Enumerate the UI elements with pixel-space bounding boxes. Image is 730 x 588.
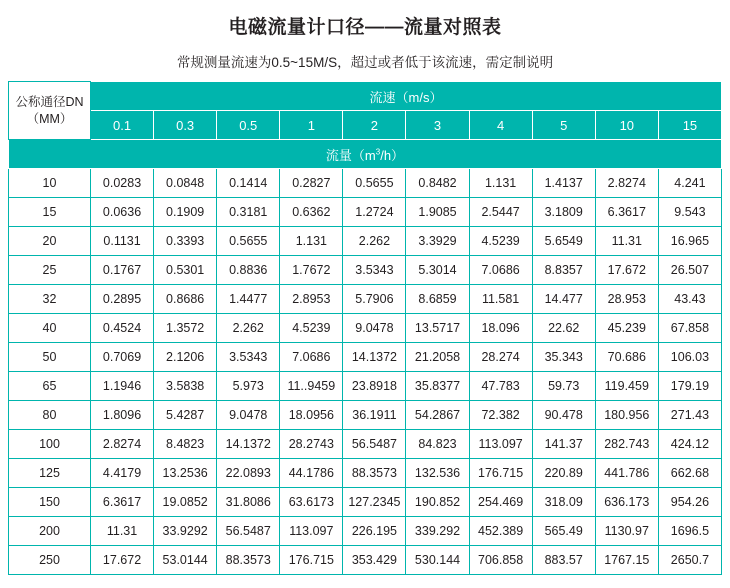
flow-cell: 4.4179 xyxy=(91,459,154,488)
flow-cell: 6.3617 xyxy=(595,198,658,227)
speed-value-header: 5 xyxy=(532,111,595,140)
flow-cell: 45.239 xyxy=(595,314,658,343)
flow-cell: 47.783 xyxy=(469,372,532,401)
speed-value-header: 0.3 xyxy=(154,111,217,140)
flow-cell: 441.786 xyxy=(595,459,658,488)
flow-cell: 0.2827 xyxy=(280,169,343,198)
flow-cell: 26.507 xyxy=(658,256,721,285)
flow-cell: 3.5343 xyxy=(343,256,406,285)
flow-cell: 1.4477 xyxy=(217,285,280,314)
flow-cell: 176.715 xyxy=(469,459,532,488)
flow-cell: 53.0144 xyxy=(154,546,217,575)
flow-cell: 18.096 xyxy=(469,314,532,343)
flow-cell: 16.965 xyxy=(658,227,721,256)
flow-cell: 43.43 xyxy=(658,285,721,314)
dn-cell: 100 xyxy=(9,430,91,459)
flow-cell: 0.0848 xyxy=(154,169,217,198)
flow-cell: 28.2743 xyxy=(280,430,343,459)
flow-cell: 0.1131 xyxy=(91,227,154,256)
speed-header-cell: 流速（m/s） xyxy=(91,82,722,111)
flow-cell: 113.097 xyxy=(280,517,343,546)
flow-cell: 14.1372 xyxy=(217,430,280,459)
flow-cell: 8.6859 xyxy=(406,285,469,314)
flow-cell: 226.195 xyxy=(343,517,406,546)
flow-cell: 14.477 xyxy=(532,285,595,314)
flow-cell: 11.31 xyxy=(595,227,658,256)
flow-cell: 22.0893 xyxy=(217,459,280,488)
flow-cell: 106.03 xyxy=(658,343,721,372)
flow-cell: 0.4524 xyxy=(91,314,154,343)
dn-cell: 15 xyxy=(9,198,91,227)
flow-cell: 0.8686 xyxy=(154,285,217,314)
flow-cell: 565.49 xyxy=(532,517,595,546)
flow-comparison-table xyxy=(8,81,722,575)
flow-cell: 0.1909 xyxy=(154,198,217,227)
flow-cell: 19.0852 xyxy=(154,488,217,517)
flow-cell: 28.274 xyxy=(469,343,532,372)
flow-cell: 282.743 xyxy=(595,430,658,459)
header-row-speed-values xyxy=(9,111,722,140)
flow-cell: 4.5239 xyxy=(469,227,532,256)
dn-cell: 10 xyxy=(9,169,91,198)
table-row xyxy=(9,169,722,198)
flow-cell: 2650.7 xyxy=(658,546,721,575)
flow-cell: 1.8096 xyxy=(91,401,154,430)
table-row xyxy=(9,285,722,314)
flow-cell: 353.429 xyxy=(343,546,406,575)
speed-value-header: 15 xyxy=(658,111,721,140)
flow-cell: 31.8086 xyxy=(217,488,280,517)
table-row xyxy=(9,227,722,256)
flow-cell: 84.823 xyxy=(406,430,469,459)
dn-header-line1: 公称通径DN xyxy=(15,94,84,109)
flow-cell: 1.131 xyxy=(469,169,532,198)
page-subtitle: 常规测量流速为0.5~15M/S，超过或者低于该流速，需定制说明 xyxy=(176,55,554,70)
table-row xyxy=(9,343,722,372)
flow-cell: 0.8836 xyxy=(217,256,280,285)
flow-cell: 0.0636 xyxy=(91,198,154,227)
flow-cell: 424.12 xyxy=(658,430,721,459)
speed-value-header: 4 xyxy=(469,111,532,140)
flow-cell: 8.4823 xyxy=(154,430,217,459)
dn-cell: 200 xyxy=(9,517,91,546)
speed-value-header: 1 xyxy=(280,111,343,140)
flow-cell: 1.7672 xyxy=(280,256,343,285)
flow-cell: 3.5838 xyxy=(154,372,217,401)
table-row xyxy=(9,314,722,343)
flow-cell: 9.543 xyxy=(658,198,721,227)
table-row xyxy=(9,372,722,401)
flow-cell: 271.43 xyxy=(658,401,721,430)
dn-cell: 50 xyxy=(9,343,91,372)
flow-cell: 176.715 xyxy=(280,546,343,575)
table-body xyxy=(9,169,722,575)
flow-cell: 35.343 xyxy=(532,343,595,372)
flow-cell: 636.173 xyxy=(595,488,658,517)
flow-cell: 954.26 xyxy=(658,488,721,517)
flow-cell: 0.2895 xyxy=(91,285,154,314)
flow-cell: 530.144 xyxy=(406,546,469,575)
flow-cell: 1.131 xyxy=(280,227,343,256)
flow-cell: 4.241 xyxy=(658,169,721,198)
flow-cell: 339.292 xyxy=(406,517,469,546)
dn-cell: 250 xyxy=(9,546,91,575)
flow-cell: 3.5343 xyxy=(217,343,280,372)
flow-cell: 883.57 xyxy=(532,546,595,575)
flow-cell: 1.2724 xyxy=(343,198,406,227)
flow-cell: 17.672 xyxy=(91,546,154,575)
flow-cell: 3.3929 xyxy=(406,227,469,256)
flow-cell: 2.8274 xyxy=(91,430,154,459)
flow-cell: 4.5239 xyxy=(280,314,343,343)
flow-cell: 7.0686 xyxy=(469,256,532,285)
flow-cell: 23.8918 xyxy=(343,372,406,401)
flow-cell: 88.3573 xyxy=(217,546,280,575)
flow-cell: 0.5655 xyxy=(217,227,280,256)
header-row-speed xyxy=(9,82,722,111)
speed-value-header: 0.5 xyxy=(217,111,280,140)
flow-cell: 113.097 xyxy=(469,430,532,459)
table-row xyxy=(9,546,722,575)
flow-cell: 13.5717 xyxy=(406,314,469,343)
flow-header-prefix: 流量（m xyxy=(325,147,376,163)
flow-cell: 28.953 xyxy=(595,285,658,314)
dn-cell: 125 xyxy=(9,459,91,488)
flow-cell: 190.852 xyxy=(406,488,469,517)
flow-cell: 318.09 xyxy=(532,488,595,517)
dn-header-line2: （MM） xyxy=(26,111,73,126)
flow-cell: 0.1414 xyxy=(217,169,280,198)
flow-cell: 17.672 xyxy=(595,256,658,285)
flow-cell: 35.8377 xyxy=(406,372,469,401)
flow-cell: 0.0283 xyxy=(91,169,154,198)
speed-value-header: 2 xyxy=(343,111,406,140)
flow-cell: 36.1911 xyxy=(343,401,406,430)
dn-cell: 25 xyxy=(9,256,91,285)
flow-cell: 0.1767 xyxy=(91,256,154,285)
flow-cell: 70.686 xyxy=(595,343,658,372)
table-row xyxy=(9,517,722,546)
flow-cell: 18.0956 xyxy=(280,401,343,430)
table-row xyxy=(9,459,722,488)
flow-cell: 3.1809 xyxy=(532,198,595,227)
table-header xyxy=(9,82,722,169)
flow-cell: 63.6173 xyxy=(280,488,343,517)
flow-cell: 5.7906 xyxy=(343,285,406,314)
speed-value-header: 3 xyxy=(406,111,469,140)
flow-header-cell xyxy=(9,140,722,169)
flow-cell: 0.3393 xyxy=(154,227,217,256)
flow-cell: 119.459 xyxy=(595,372,658,401)
flow-cell: 56.5487 xyxy=(217,517,280,546)
flow-cell: 22.62 xyxy=(532,314,595,343)
flow-cell: 59.73 xyxy=(532,372,595,401)
flow-cell: 21.2058 xyxy=(406,343,469,372)
dn-header-cell xyxy=(9,82,91,140)
flow-cell: 2.262 xyxy=(343,227,406,256)
flow-cell: 14.1372 xyxy=(343,343,406,372)
table-row xyxy=(9,430,722,459)
header-row-flow xyxy=(9,140,722,169)
page-title: 电磁流量计口径——流量对照表 xyxy=(228,17,502,38)
flow-cell: 141.37 xyxy=(532,430,595,459)
flow-cell: 1130.97 xyxy=(595,517,658,546)
flow-cell: 13.2536 xyxy=(154,459,217,488)
flow-cell: 2.8953 xyxy=(280,285,343,314)
flow-cell: 9.0478 xyxy=(217,401,280,430)
flow-cell: 54.2867 xyxy=(406,401,469,430)
flow-cell: 0.7069 xyxy=(91,343,154,372)
flow-cell: 5.6549 xyxy=(532,227,595,256)
flow-cell: 1767.15 xyxy=(595,546,658,575)
flow-cell: 67.858 xyxy=(658,314,721,343)
speed-value-header: 0.1 xyxy=(91,111,154,140)
flow-cell: 1.9085 xyxy=(406,198,469,227)
dn-cell: 65 xyxy=(9,372,91,401)
flow-cell: 1.3572 xyxy=(154,314,217,343)
flow-cell: 220.89 xyxy=(532,459,595,488)
flow-cell: 254.469 xyxy=(469,488,532,517)
flow-cell: 127.2345 xyxy=(343,488,406,517)
flow-cell: 0.6362 xyxy=(280,198,343,227)
flow-cell: 6.3617 xyxy=(91,488,154,517)
flow-cell: 56.5487 xyxy=(343,430,406,459)
flow-cell: 90.478 xyxy=(532,401,595,430)
flow-cell: 662.68 xyxy=(658,459,721,488)
table-row xyxy=(9,256,722,285)
flow-cell: 88.3573 xyxy=(343,459,406,488)
flow-cell: 180.956 xyxy=(595,401,658,430)
dn-cell: 20 xyxy=(9,227,91,256)
flow-cell: 452.389 xyxy=(469,517,532,546)
flow-cell: 5.4287 xyxy=(154,401,217,430)
table-row xyxy=(9,488,722,517)
flow-cell: 0.5655 xyxy=(343,169,406,198)
flow-cell: 8.8357 xyxy=(532,256,595,285)
flow-cell: 1696.5 xyxy=(658,517,721,546)
flow-cell: 1.4137 xyxy=(532,169,595,198)
flow-cell: 1.1946 xyxy=(91,372,154,401)
flow-cell: 2.1206 xyxy=(154,343,217,372)
flow-header-suffix: /h） xyxy=(380,147,405,163)
speed-value-header: 10 xyxy=(595,111,658,140)
flow-cell: 2.262 xyxy=(217,314,280,343)
flow-cell: 72.382 xyxy=(469,401,532,430)
flow-cell: 33.9292 xyxy=(154,517,217,546)
table-row xyxy=(9,401,722,430)
flow-cell: 2.8274 xyxy=(595,169,658,198)
flow-cell: 7.0686 xyxy=(280,343,343,372)
flow-cell: 706.858 xyxy=(469,546,532,575)
flow-header-sup: 3 xyxy=(375,147,381,157)
flow-cell: 5.3014 xyxy=(406,256,469,285)
flow-cell: 11..9459 xyxy=(280,372,343,401)
flow-cell: 9.0478 xyxy=(343,314,406,343)
flow-cell: 2.5447 xyxy=(469,198,532,227)
dn-cell: 80 xyxy=(9,401,91,430)
dn-cell: 150 xyxy=(9,488,91,517)
flow-cell: 179.19 xyxy=(658,372,721,401)
table-row xyxy=(9,198,722,227)
flow-cell: 0.3181 xyxy=(217,198,280,227)
flow-cell: 11.581 xyxy=(469,285,532,314)
flow-cell: 5.973 xyxy=(217,372,280,401)
flow-cell: 0.8482 xyxy=(406,169,469,198)
flow-cell: 0.5301 xyxy=(154,256,217,285)
flow-cell: 44.1786 xyxy=(280,459,343,488)
flow-cell: 132.536 xyxy=(406,459,469,488)
flow-cell: 11.31 xyxy=(91,517,154,546)
dn-cell: 32 xyxy=(9,285,91,314)
dn-cell: 40 xyxy=(9,314,91,343)
